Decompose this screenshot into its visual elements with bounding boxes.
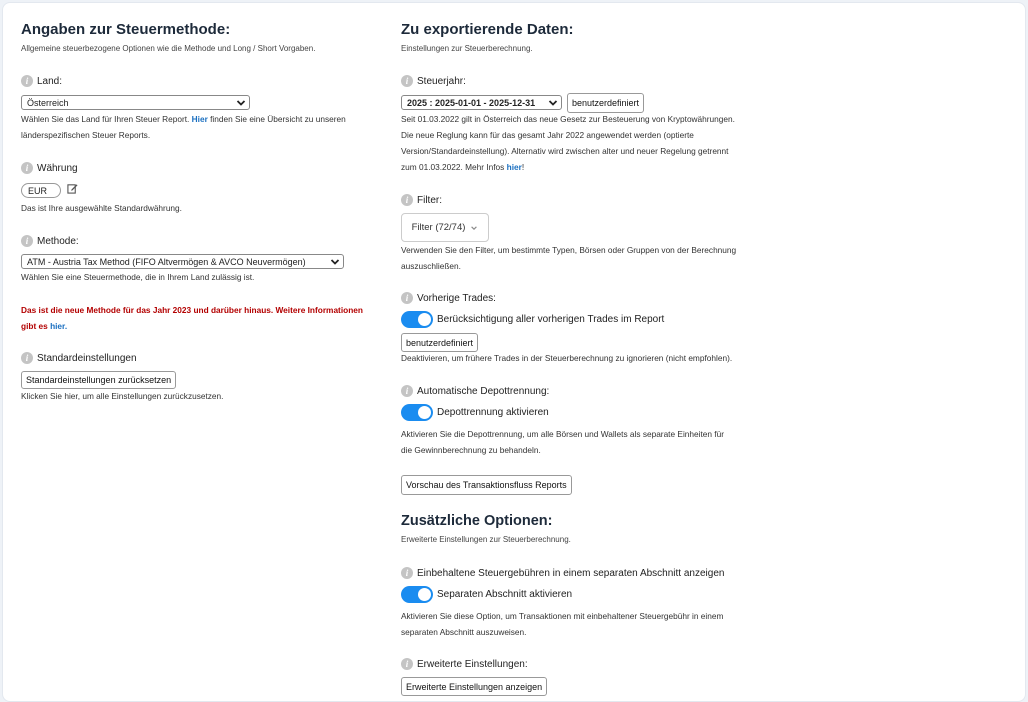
- settings-panel: [2, 2, 1026, 702]
- currency-field[interactable]: EUR: [21, 183, 61, 198]
- section-title: Zu exportierende Daten:: [401, 21, 574, 38]
- filter-button-label: Filter (72/74): [411, 222, 466, 233]
- country-overview-link[interactable]: Hier: [191, 114, 208, 124]
- tax-year-label: Steuerjahr:: [417, 75, 466, 87]
- defaults-label: Standardeinstellungen: [37, 352, 137, 364]
- withheld-toggle-label: Separaten Abschnitt aktivieren: [437, 589, 573, 600]
- withheld-toggle[interactable]: [401, 586, 433, 603]
- tax-year-help: Seit 01.03.2022 gilt in Österreich das neue Gesetz zur Besteuerung von Kryptowährungen. Die neue Reglung kann für das gesamt Jahr 2022 angewendet werden (optierte Version/Standardeinstellung). Alternativ wird zwischen alter und neuer Regelung getrennt zum 01.03.2022. Mehr Infos hier!: [401, 114, 735, 172]
- info-icon[interactable]: i: [21, 75, 33, 87]
- extra-options-title: Zusätzliche Optionen:: [401, 513, 553, 529]
- defaults-help: Klicken Sie hier, um alle Einstellungen zurückzusetzen.: [21, 391, 224, 401]
- method-help: Wählen Sie eine Steuermethode, die in Ihrem Land zulässig ist.: [21, 272, 255, 282]
- depot-toggle[interactable]: [401, 404, 433, 421]
- depot-toggle-label: Depottrennung aktivieren: [437, 407, 549, 418]
- filter-button[interactable]: [401, 213, 489, 242]
- info-icon[interactable]: i: [401, 567, 413, 579]
- advanced-settings-button[interactable]: Erweiterte Einstellungen anzeigen: [401, 677, 547, 696]
- filter-label: Filter:: [417, 194, 442, 206]
- previous-trades-label: Vorherige Trades:: [417, 292, 496, 304]
- info-icon[interactable]: i: [401, 292, 413, 304]
- filter-help: Verwenden Sie den Filter, um bestimmte Typen, Börsen oder Gruppen von der Berechnung auszuschließen.: [401, 245, 737, 271]
- info-icon[interactable]: i: [401, 658, 413, 670]
- advanced-label-row: [401, 658, 528, 670]
- depot-help: Aktivieren Sie die Depottrennung, um alle Börsen und Wallets als separate Einheiten für die Gewinnberechnung zu behandeln.: [401, 429, 724, 455]
- tax-year-value: 2025 : 2025-01-01 - 2025-12-31: [407, 97, 536, 108]
- currency-help: Das ist Ihre ausgewählte Standardwährung.: [21, 203, 182, 213]
- chevron-down-icon: [330, 257, 340, 267]
- currency-label-row: [21, 162, 78, 174]
- withheld-label-row: [401, 567, 724, 579]
- section-subtitle: Einstellungen zur Steuerberechnung.: [401, 44, 533, 53]
- chevron-down-icon: [236, 98, 246, 108]
- tax-year-custom-button[interactable]: benutzerdefiniert: [567, 93, 644, 113]
- chevron-down-icon: [470, 224, 478, 232]
- withheld-label: Einbehaltene Steuergebühren in einem separaten Abschnitt anzeigen: [417, 567, 725, 579]
- info-icon[interactable]: i: [401, 194, 413, 206]
- previous-trades-help: Deaktivieren, um frühere Trades in der Steuerberechnung zu ignorieren (nicht empfohlen).: [401, 353, 733, 363]
- previous-trades-custom-button[interactable]: benutzerdefiniert: [401, 333, 478, 352]
- tax-year-select[interactable]: [401, 95, 562, 110]
- section-subtitle: Allgemeine steuerbezogene Optionen wie die Methode und Long / Short Vorgaben.: [21, 44, 316, 53]
- method-warning: Das ist die neue Methode für das Jahr 2023 und darüber hinaus. Weitere Informationen gibt es hier.: [21, 305, 363, 331]
- country-help: Wählen Sie das Land für Ihren Steuer Report. Hier finden Sie eine Übersicht zu unseren länderspezifischen Steuer Reports.: [21, 114, 346, 140]
- country-value: Österreich: [27, 97, 69, 108]
- info-icon[interactable]: i: [21, 352, 33, 364]
- section-title: Angaben zur Steuermethode:: [21, 21, 231, 38]
- extra-options-subtitle: Erweiterte Einstellungen zur Steuerberechnung.: [401, 535, 571, 544]
- method-label: Methode:: [37, 235, 79, 247]
- method-value: ATM - Austria Tax Method (FIFO Altvermögen & AVCO Neuvermögen): [27, 256, 306, 267]
- info-icon[interactable]: i: [401, 385, 413, 397]
- country-select[interactable]: [21, 95, 250, 110]
- filter-label-row: [401, 194, 442, 206]
- currency-label: Währung: [37, 162, 78, 174]
- chevron-down-icon: [548, 98, 558, 108]
- edit-icon[interactable]: [67, 183, 78, 194]
- withheld-help: Aktivieren Sie diese Option, um Transaktionen mit einbehaltener Steuergebühr in einem separaten Abschnitt auszuweisen.: [401, 611, 724, 637]
- reset-defaults-button[interactable]: Standardeinstellungen zurücksetzen: [21, 371, 176, 389]
- country-label-row: [21, 75, 62, 87]
- tax-year-label-row: [401, 75, 466, 87]
- tax-year-info-link[interactable]: hier: [506, 162, 522, 172]
- transaction-flow-preview-button[interactable]: Vorschau des Transaktionsfluss Reports: [401, 475, 572, 495]
- previous-trades-toggle-row: [401, 311, 664, 328]
- previous-trades-label-row: [401, 292, 496, 304]
- advanced-label: Erweiterte Einstellungen:: [417, 658, 528, 670]
- depot-label-row: [401, 385, 549, 397]
- country-label: Land:: [37, 75, 63, 87]
- method-info-link[interactable]: hier.: [50, 321, 68, 331]
- info-icon[interactable]: i: [21, 235, 33, 247]
- withheld-toggle-row: [401, 586, 572, 603]
- depot-label: Automatische Depottrennung:: [417, 385, 550, 397]
- defaults-label-row: [21, 352, 137, 364]
- method-label-row: [21, 235, 79, 247]
- info-icon[interactable]: i: [21, 162, 33, 174]
- previous-trades-toggle[interactable]: [401, 311, 433, 328]
- method-select[interactable]: [21, 254, 344, 269]
- previous-trades-toggle-label: Berücksichtigung aller vorherigen Trades im Report: [437, 314, 665, 325]
- info-icon[interactable]: i: [401, 75, 413, 87]
- depot-toggle-row: [401, 404, 549, 421]
